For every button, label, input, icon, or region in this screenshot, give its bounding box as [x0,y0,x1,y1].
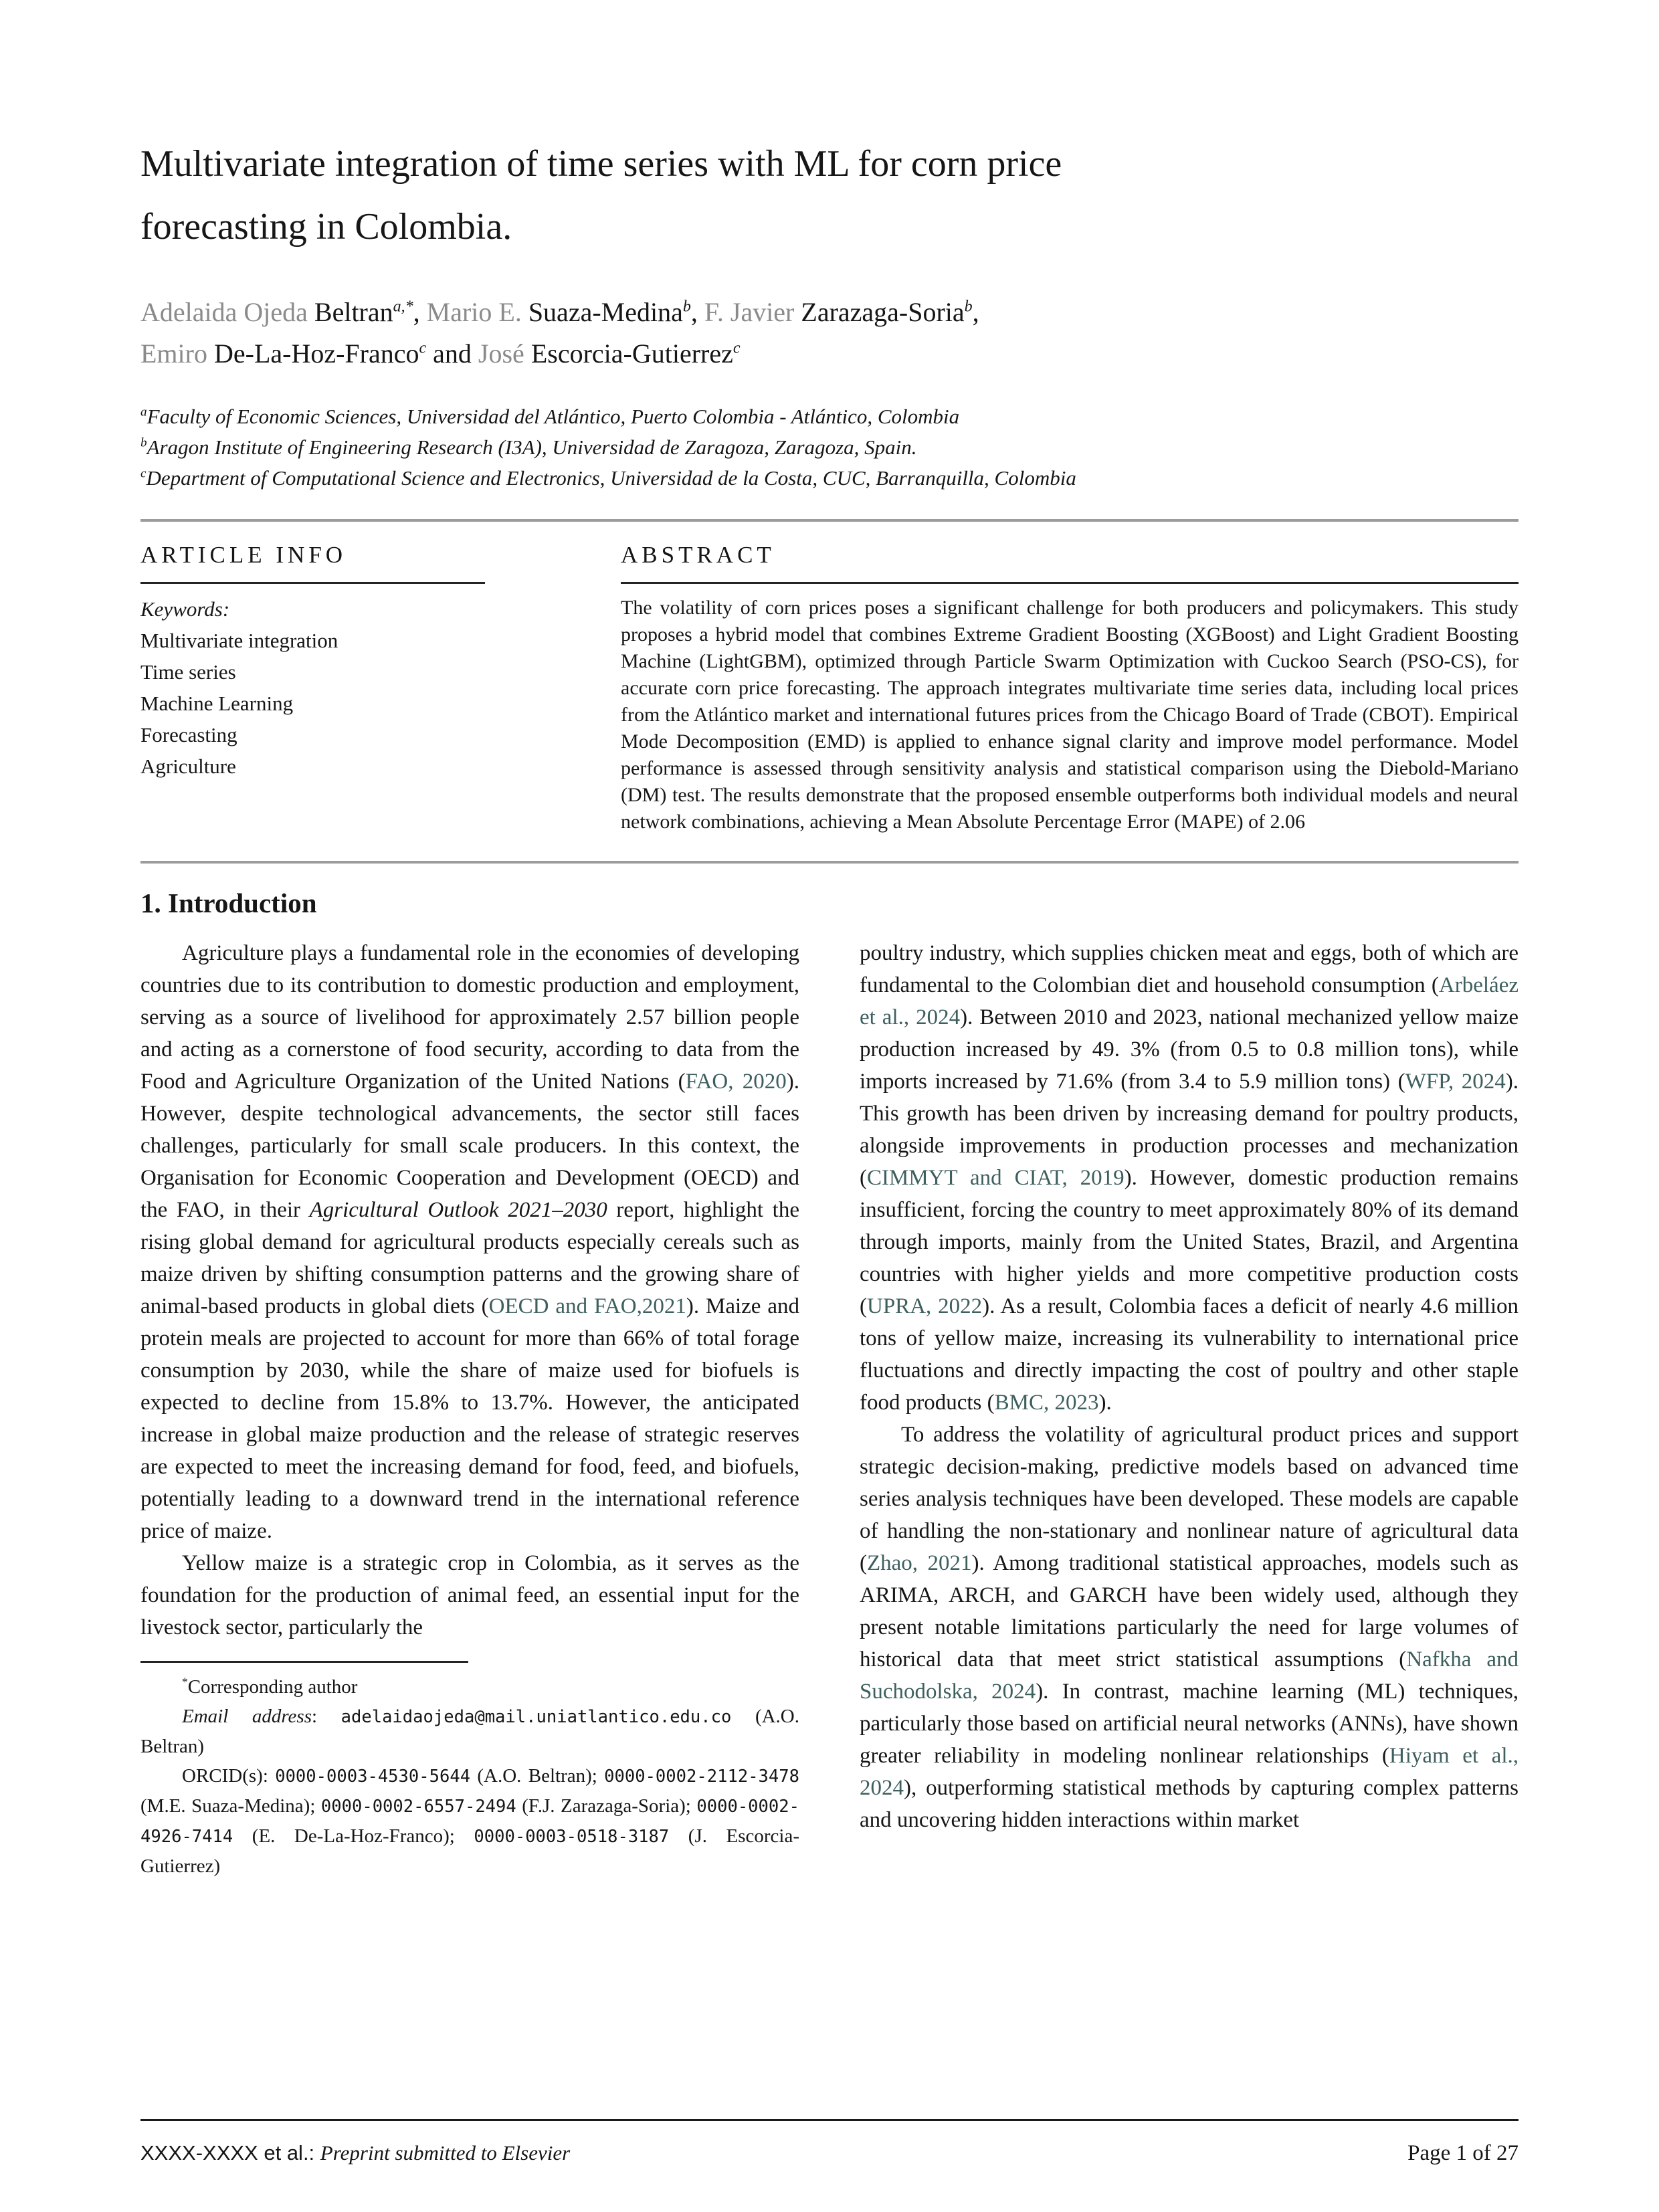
footer-preprint-note: Preprint submitted to Elsevier [320,2141,571,2165]
footnote-rule [140,1661,468,1663]
article-info-heading: ARTICLE INFO [140,542,347,568]
footnote-block [140,1661,799,1881]
email-address-note: Email address: adelaidaojeda@mail.uniatlantico.edu.co (A.O. Beltran) [140,1706,799,1757]
article-info-rule [140,582,485,584]
keyword-item: Time series [140,660,236,684]
author-list [140,292,1519,375]
footer-author-id: XXXX-XXXX et al.: [140,2141,320,2165]
abstract-text: The volatility of corn prices poses a significant challenge for both producers and policymakers. This study proposes a hybrid model that combines Extreme Gradient Boosting (XGBoost) and Light Gradient Boosting Machine (LightGBM), optimized through Particle Swarm Optimization with Cuckoo Search (PSO-CS), for accurate corn price forecasting. The approach integrates multivariate time series data, including local prices from the Atlántico market and international futures prices from the Chicago Board of Trade (CBOT). Empirical Mode Decomposition (EMD) is applied to enhance signal clarity and improve model performance. Model performance is assessed through sensitivity analysis and statistical comparison using the Diebold-Mariano (DM) test. The results demonstrate that the proposed ensemble outperforms both individual models and neural network combinations, achieving a Mean Absolute Percentage Error (MAPE) of 2.06 [621,597,1519,833]
page-footer [140,2119,1519,2166]
affiliation-b-text: Aragon Institute of Engineering Research (I3A), Universidad de Zaragoza, Zaragoza, Spain. [147,435,917,459]
corresponding-author-note: *Corresponding author [182,1675,358,1698]
affiliations [140,401,1519,494]
keywords-label: Keywords: [140,597,230,621]
paper-title-line-1: Multivariate integration of time series with ML for corn price [140,143,1062,185]
abstract-column [621,542,1519,835]
keywords-block [140,593,579,782]
keyword-item: Forecasting [140,723,237,746]
intro-paragraph: To address the volatility of agricultural product prices and support strategic decision-making, predictive models based on advanced time series analysis techniques have been developed. These models are capable of handling the non-stationary and nonlinear nature of agricultural data (Zhao, 2021). Among traditional statistical approaches, models such as ARIMA, ARCH, and GARCH have been widely used, although they present notable limitations particularly the need for large volumes of historical data that meet strict statistical assumptions (Nafkha and Suchodolska, 2024). In contrast, machine learning (ML) techniques, particularly those based on artificial neural networks (ANNs), have shown greater reliability in modeling nonlinear relationships (Hiyam et al., 2024), outperforming statistical methods by capturing complex patterns and uncovering hidden interactions within market [860,1423,1519,1832]
affiliation-b [140,432,1519,463]
keyword-item: Agriculture [140,755,236,778]
affiliation-c-superscript: c [140,466,147,481]
article-info-column [140,542,579,835]
keyword-item: Machine Learning [140,692,294,715]
info-abstract-section [140,542,1519,835]
footer-running-title [140,2141,570,2165]
intro-paragraph: Agriculture plays a fundamental role in the economies of developing countries due to its contribution to domestic production and employment, serving as a source of livelihood for approximately 2.57 billion people and acting as a cornerstone of food security, according to data from the Food and Agriculture Organization of the United Nations (FAO, 2020). However, despite technological advancements, the sector still faces challenges, particularly for small scale producers. In this context, the Organisation for Economic Cooperation and Development (OECD) and the FAO, in their Agricultural Outlook 2021–2030 report, highlight the rising global demand for agricultural products especially cereals such as maize driven by shifting consumption patterns and the growing share of animal-based products in global diets (OECD and FAO,2021). Maize and protein meals are projected to account for more than 66% of total forage consumption by 2030, while the share of maize used for biofuels is expected to decline from 15.8% to 13.7%. However, the anticipated increase in global maize production and the release of strategic reserves are expected to meet the increasing demand for food, feed, and biofuels, potentially leading to a downward trend in the international reference price of maize. [140,941,800,1543]
intro-paragraph: Yellow maize is a strategic crop in Colombia, as it serves as the foundation for the production of animal feed, an essential input for the livestock sector, particularly the [140,1551,799,1639]
body-columns [140,881,1519,1881]
paper-title [140,132,1519,258]
affiliation-a [140,401,1519,432]
page-number: Page 1 of 27 [1407,2141,1519,2165]
affiliation-b-superscript: b [140,435,147,450]
paper-title-line-2: forecasting in Colombia. [140,206,512,247]
section-divider-rule [140,861,1519,864]
abstract-heading: ABSTRACT [621,542,775,568]
header-divider-rule [140,519,1519,522]
orcid-note: ORCID(s): 0000-0003-4530-5644 (A.O. Beltran); 0000-0002-2112-3478 (M.E. Suaza-Medina); 0000-0002-6557-2494 (F.J. Zarazaga-Soria); 0000-0002-4926-7414 (E. De-La-Hoz-Franco); 0000-0003-0518-3187 (J. Escorcia-Gutierrez) [140,1765,799,1877]
author-line-1: Adelaida Ojeda Beltran$^{a,*}$, Mario E. Suaza-Medina$^b$, F. Javier Zarazaga-Soria$^b$, [140,297,979,327]
intro-paragraph: poultry industry, which supplies chicken meat and eggs, both of which are fundamental to the Colombian diet and household consumption (Arbeláez et al., 2024). Between 2010 and 2023, national mechanized yellow maize production increased by 49. 3% (from 0.5 to 0.8 million tons), while imports increased by 71.6% (from 3.4 to 5.9 million tons) (WFP, 2024). This growth has been driven by increasing demand for poultry products, alongside improvements in production processes and mechanization (CIMMYT and CIAT, 2019). However, domestic production remains insufficient, forcing the country to meet approximately 80% of its demand through imports, mainly from the United States, Brazil, and Argentina countries with higher yields and more competitive production costs (UPRA, 2022). As a result, Colombia faces a deficit of nearly 4.6 million tons of yellow maize, increasing its vulnerability to international price fluctuations and directly impacting the cost of poultry and other staple food products (BMC, 2023). [860,941,1519,1415]
right-column [860,881,1519,1881]
author-line-2: Emiro De-La-Hoz-Franco$^c$ and José Escorcia-Gutierrez$^c$ [140,338,741,369]
introduction-heading: 1. Introduction [140,888,317,918]
affiliation-c [140,463,1519,494]
affiliation-c-text: Department of Computational Science and Electronics, Universidad de la Costa, CUC, Barranquilla, Colombia [146,466,1076,490]
abstract-rule [621,582,1519,584]
affiliation-a-superscript: a [140,405,147,419]
left-column [140,881,799,1881]
keyword-item: Multivariate integration [140,629,338,652]
affiliation-a-text: Faculty of Economic Sciences, Universidad del Atlántico, Puerto Colombia - Atlántico, Colombia [147,405,960,428]
